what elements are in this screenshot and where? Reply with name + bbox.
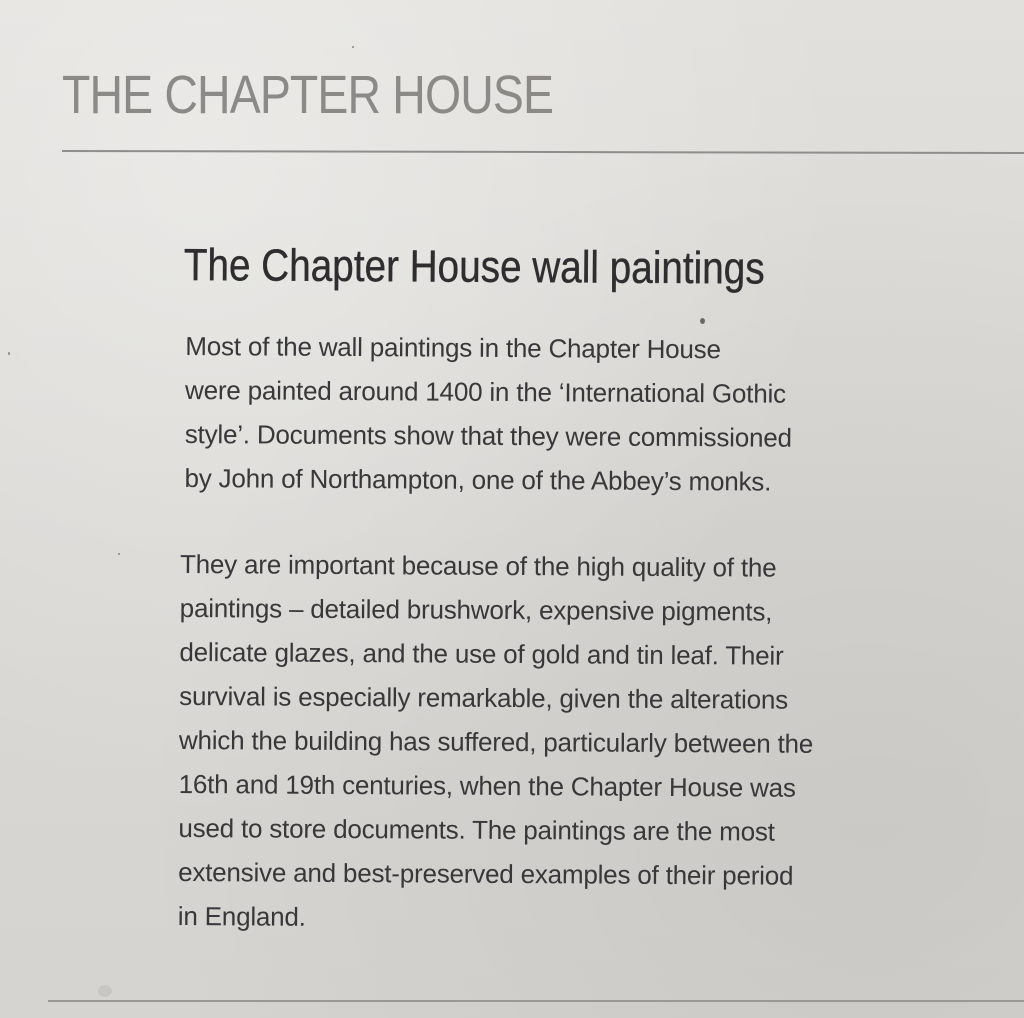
paragraph-2-line: survival is especially remarkable, given the alterations [179, 680, 789, 715]
article-title: The Chapter House wall paintings [183, 238, 765, 294]
paragraph-2-line: which the building has suffered, particularly between the [178, 724, 814, 759]
paragraph-1-line: style’. Documents show that they were commissioned [184, 418, 792, 453]
surface-speck [352, 46, 354, 48]
paragraph-2-line: used to store documents. The paintings are the most [178, 812, 775, 847]
paragraph-2-line: They are important because of the high quality of the [179, 548, 777, 583]
paragraph-2 [178, 542, 974, 943]
paragraph-2-line: delicate glazes, and the use of gold and tin leaf. Their [179, 636, 784, 671]
paragraph-1-line: were painted around 1400 in the ‘International Gothic [184, 374, 786, 409]
surface-speck [700, 318, 705, 324]
paragraph-1 [184, 324, 975, 505]
paragraph-2-line: 16th and 19th centuries, when the Chapter House was [178, 768, 796, 803]
surface-speck [8, 352, 10, 355]
paragraph-2-line: in England. [177, 900, 306, 932]
heading-divider [62, 150, 1024, 154]
surface-speck [118, 553, 120, 555]
section-heading: THE CHAPTER HOUSE [62, 65, 554, 125]
paragraph-2-line: paintings – detailed brushwork, expensive pigments, [179, 592, 773, 627]
paragraph-1-line: Most of the wall paintings in the Chapter House [185, 330, 721, 365]
bottom-divider [48, 1000, 1024, 1002]
paragraph-1-line: by John of Northampton, one of the Abbey’s monks. [184, 462, 772, 497]
paragraph-2-line: extensive and best-preserved examples of their period [178, 856, 794, 891]
surface-speck [98, 985, 112, 997]
panel-content [177, 238, 976, 943]
